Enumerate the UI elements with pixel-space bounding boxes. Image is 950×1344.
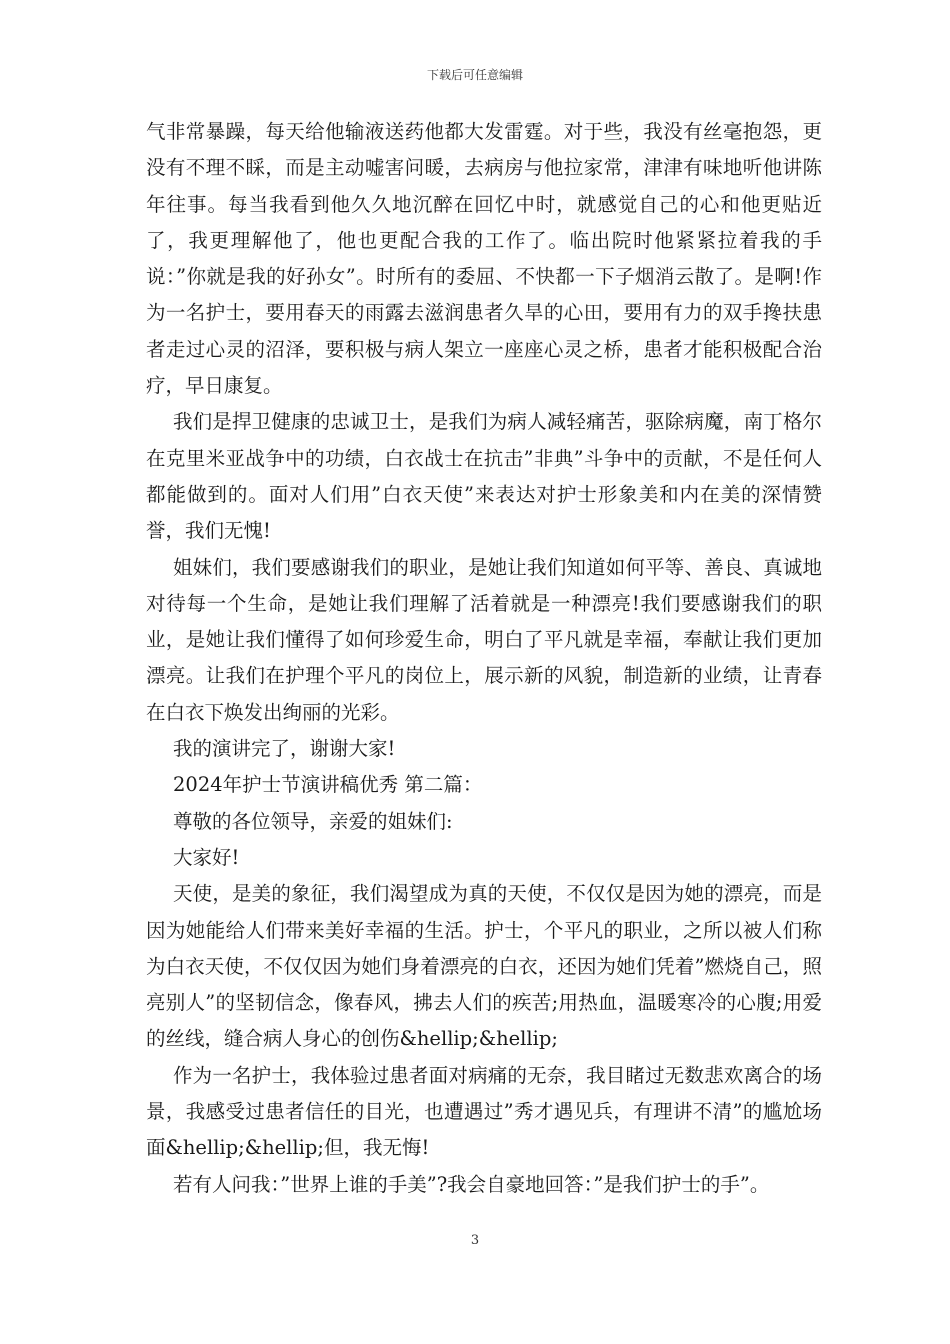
paragraph-8: 天使，是美的象征，我们渴望成为真的天使，不仅仅是因为她的漂亮，而是因为她能给人们带来美好幸福的生活。护士，个平凡的职业，之所以被人们称为白衣天使，不仅仅因为她们身着漂亮的白衣，还因为她们凭着”燃烧自己，照亮别人”的坚韧信念，像春风，拂去人们的疾苦;用热血，温暖寒冷的心腹;用爱的丝线，缝合病人身心的创伤&hellip;&hellip; [146, 882, 822, 1051]
paragraph-9: 作为一名护士，我体验过患者面对病痛的无奈，我目睹过无数悲欢离合的场景，我感受过患者信任的目光，也遭遇过”秀才遇见兵，有理讲不清”的尴尬场面&hellip;&hellip;但，我无悔! [146, 1063, 822, 1160]
page-header: 下载后可任意编辑 [426, 68, 523, 82]
page-number: 3 [470, 1233, 480, 1248]
paragraph-2: 我们是捍卫健康的忠诚卫士，是我们为病人减轻痛苦，驱除病魔，南丁格尔在克里米亚战争中的功绩，白衣战士在抗击”非典”斗争中的贡献，不是任何人都能做到的。面对人们用”白衣天使”来表达对护士形象美和内在美的深情赞誉，我们无愧! [146, 410, 822, 543]
salutation: 尊敬的各位领导，亲爱的姐妹们: [173, 809, 453, 833]
document-body [146, 114, 822, 1203]
paragraph-3: 姐妹们，我们要感谢我们的职业，是她让我们知道如何平等、善良、真诚地对待每一个生命，是她让我们理解了活着就是一种漂亮!我们要感谢我们的职业，是她让我们懂得了如何珍爱生命，明白了平凡就是幸福，奉献让我们更加漂亮。让我们在护理个平凡的岗位上，展示新的风貌，制造新的业绩，让青春在白衣下焕发出绚丽的光彩。 [146, 555, 822, 724]
section-heading: 2024年护士节演讲稿优秀 第二篇： [173, 773, 483, 797]
paragraph-4: 我的演讲完了，谢谢大家! [173, 737, 396, 761]
greeting: 大家好! [173, 845, 240, 869]
paragraph-10: 若有人问我：”世界上谁的手美”?我会自豪地回答：”是我们护士的手”。 [173, 1172, 770, 1196]
paragraph-1: 气非常暴躁，每天给他输液送药他都大发雷霆。对于些，我没有丝毫抱怨，更没有不理不睬，而是主动嘘害问暖，去病房与他拉家常，津津有味地听他讲陈年往事。每当我看到他久久地沉醉在回忆中时，就感觉自己的心和他更贴近了，我更理解他了，他也更配合我的工作了。临出院时他紧紧拉着我的手说：”你就是我的好孙女”。时所有的委屈、不快都一下子烟消云散了。是啊!作为一名护士，要用春天的雨露去滋润患者久旱的心田，要用有力的双手搀扶患者走过心灵的沼泽，要积极与病人架立一座座心灵之桥，患者才能积极配合治疗，早日康复。 [146, 120, 822, 398]
